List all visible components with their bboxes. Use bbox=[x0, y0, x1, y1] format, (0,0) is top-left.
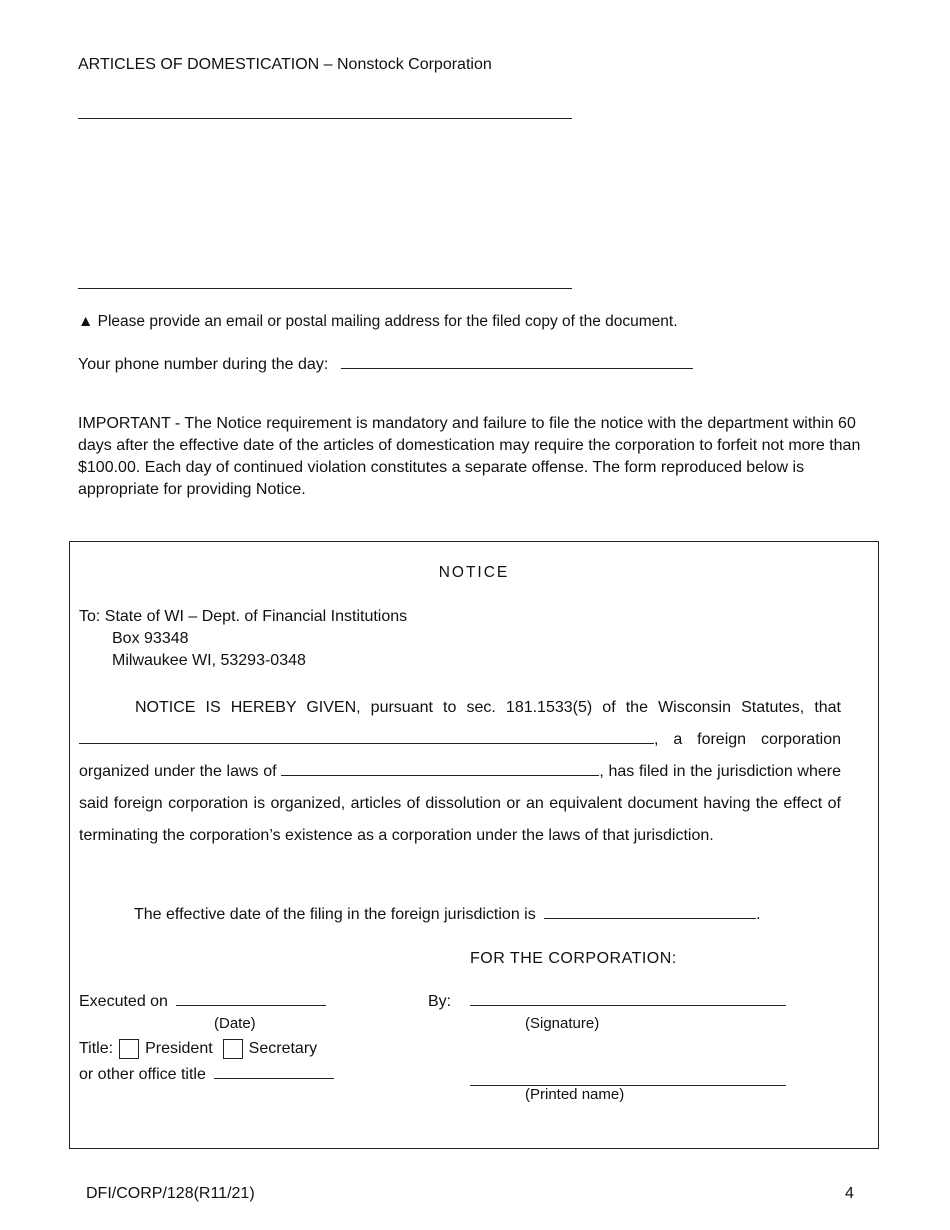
executed-date-field[interactable] bbox=[176, 1004, 326, 1006]
notice-body bbox=[79, 692, 841, 852]
effective-date-row: The effective date of the filing in the foreign jurisdiction is . bbox=[134, 906, 761, 923]
by-label: By: bbox=[428, 993, 452, 1010]
phone-field[interactable] bbox=[341, 367, 693, 369]
notice-box bbox=[69, 541, 879, 1149]
corporation-name-field[interactable] bbox=[79, 742, 654, 744]
secretary-checkbox[interactable] bbox=[223, 1039, 243, 1059]
president-label: President bbox=[145, 1040, 213, 1057]
printed-name-caption: (Printed name) bbox=[525, 1086, 625, 1103]
important-notice: IMPORTANT - The Notice requirement is mandatory and failure to file the notice with the department within 60 days after the effective date of the articles of domestication may require the corporation to forfeit not more than $100.00. Each day of continued violation constitutes a separate offense. The form reproduced below is appropriate for providing Notice. bbox=[78, 415, 861, 498]
title-row bbox=[79, 1039, 317, 1059]
form-code: DFI/CORP/128(R11/21) bbox=[86, 1185, 255, 1202]
title-label: Title: bbox=[79, 1040, 114, 1057]
phone-row bbox=[78, 356, 693, 374]
notice-heading: NOTICE bbox=[438, 564, 510, 581]
other-title-label: or other office title bbox=[79, 1066, 206, 1083]
by-row bbox=[428, 993, 786, 1011]
page-number: 4 bbox=[845, 1185, 854, 1202]
secretary-label: Secretary bbox=[248, 1040, 318, 1057]
jurisdiction-field[interactable] bbox=[281, 774, 599, 776]
date-caption: (Date) bbox=[214, 1015, 256, 1032]
for-corporation-label: FOR THE CORPORATION: bbox=[470, 950, 677, 967]
other-title-field[interactable] bbox=[214, 1077, 334, 1079]
mailing-address-note: ▲ Please provide an email or postal mailing address for the filed copy of the document. bbox=[78, 313, 678, 330]
notice-body-intro: NOTICE IS HEREBY GIVEN, pursuant to sec. 181.1533(5) of the Wisconsin Statutes, that bbox=[135, 699, 841, 716]
executed-label: Executed on bbox=[79, 993, 168, 1010]
notice-body-part2: , a foreign corporation organized under the laws of bbox=[79, 731, 841, 780]
address-line-2: Box 93348 bbox=[112, 630, 189, 647]
address-line-3: Milwaukee WI, 53293-0348 bbox=[112, 652, 306, 669]
executed-row bbox=[79, 993, 326, 1011]
form-title: ARTICLES OF DOMESTICATION – Nonstock Corporation bbox=[78, 56, 492, 73]
effective-date-text: The effective date of the filing in the foreign jurisdiction is bbox=[134, 906, 536, 923]
address-line-top[interactable] bbox=[78, 118, 572, 119]
other-title-row bbox=[79, 1066, 334, 1084]
effective-date-field[interactable] bbox=[544, 917, 756, 919]
phone-label: Your phone number during the day: bbox=[78, 356, 329, 373]
address-line-1: To: State of WI – Dept. of Financial Institutions bbox=[79, 608, 408, 625]
signature-field[interactable] bbox=[470, 1004, 786, 1006]
address-line-bottom[interactable] bbox=[78, 288, 572, 289]
signature-caption: (Signature) bbox=[525, 1015, 600, 1032]
printed-name-field[interactable] bbox=[470, 1085, 786, 1086]
president-checkbox[interactable] bbox=[119, 1039, 139, 1059]
notice-address bbox=[79, 606, 407, 672]
notice-body-part3: , has filed in the jurisdiction where said foreign corporation is organized, articles of dissolution or an equivalent document having the effect of terminating the corporation’s existence as a corporation under the laws of that jurisdiction. bbox=[79, 763, 842, 844]
